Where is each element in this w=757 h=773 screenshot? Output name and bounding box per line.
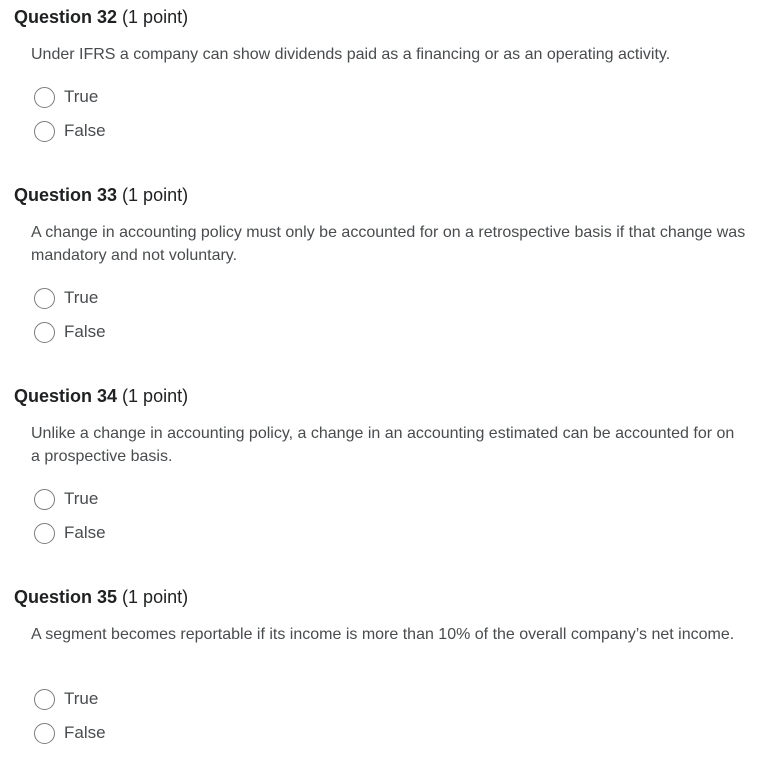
option-label: False [64, 523, 106, 542]
option-label: True [64, 689, 99, 708]
option-label: True [64, 489, 99, 508]
question-points: (1 point) [122, 7, 189, 27]
option-false[interactable] [34, 118, 106, 144]
question-text: A segment becomes reportable if its income is more than 10% of the overall company’s net income. [31, 626, 735, 643]
question-header [14, 385, 188, 407]
option-true[interactable] [34, 486, 98, 512]
radio-button[interactable] [34, 322, 55, 343]
question-text: A change in accounting policy must only be accounted for on a retrospective basis if that change was mandatory and not voluntary. [31, 224, 746, 264]
question-points: (1 point) [122, 386, 189, 406]
option-label: False [64, 723, 106, 742]
question-header [14, 184, 188, 206]
radio-button[interactable] [34, 723, 55, 744]
option-true[interactable] [34, 285, 98, 311]
option-false[interactable] [34, 319, 106, 345]
question-title: Question 33 [14, 185, 118, 205]
question-header [14, 586, 188, 608]
question-points: (1 point) [122, 587, 189, 607]
radio-button[interactable] [34, 288, 55, 309]
option-label: False [64, 322, 106, 341]
question-text: Unlike a change in accounting policy, a change in an accounting estimated can be accounted for on a prospective basis. [31, 425, 735, 465]
option-label: True [64, 87, 99, 106]
radio-button[interactable] [34, 523, 55, 544]
question-header [14, 6, 188, 28]
radio-button[interactable] [34, 489, 55, 510]
radio-button[interactable] [34, 689, 55, 710]
question-text: Under IFRS a company can show dividends paid as a financing or as an operating activity. [31, 46, 671, 63]
option-label: True [64, 288, 99, 307]
question-title: Question 32 [14, 7, 118, 27]
option-false[interactable] [34, 720, 106, 746]
radio-button[interactable] [34, 121, 55, 142]
radio-button[interactable] [34, 87, 55, 108]
question-title: Question 35 [14, 587, 118, 607]
option-label: False [64, 121, 106, 140]
option-true[interactable] [34, 686, 98, 712]
option-true[interactable] [34, 84, 98, 110]
question-points: (1 point) [122, 185, 189, 205]
question-title: Question 34 [14, 386, 118, 406]
option-false[interactable] [34, 520, 106, 546]
